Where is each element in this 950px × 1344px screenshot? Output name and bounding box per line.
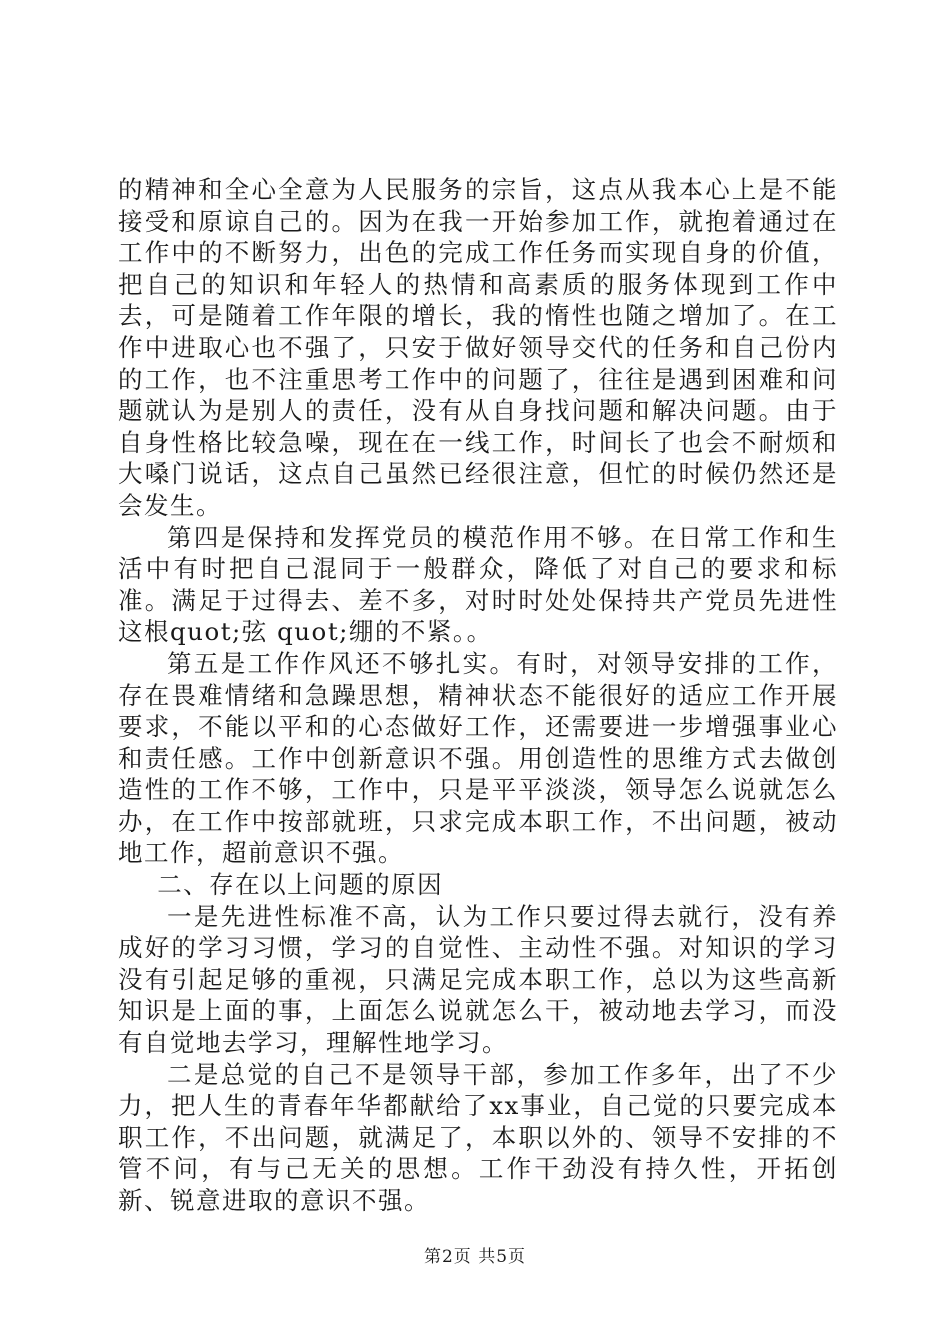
page-number-footer: 第2页 共5页 (423, 1247, 527, 1267)
paragraph-point-five: 第五是工作作风还不够扎实。有时，对领导安排的工作，存在畏难情绪和急躁思想，精神状态不能很好的适应工作开展要求，不能以平和的心态做好工作，还需要进一步增强事业心和责任感。工作中创新意识不强。用创造性的思维方式去做创造性的工作不够，工作中，只是平平淡淡，领导怎么说就怎么办，在工作中按部就班，只求完成本职工作，不出问题，被动地工作，超前意识不强。 (118, 648, 838, 868)
section-heading-causes: 二、存在以上问题的原因 (157, 870, 444, 900)
paragraph-cause-two: 二是总觉的自己不是领导干部，参加工作多年，出了不少力，把人生的青春年华都献给了xx事业，自己觉的只要完成本职工作，不出问题，就满足了，本职以外的、领导不安排的不管不问，有与己无关的思想。工作干劲没有持久性，开拓创新、锐意进取的意识不强。 (118, 1059, 838, 1215)
paragraph-cause-one: 一是先进性标准不高，认为工作只要过得去就行，没有养成好的学习习惯，学习的自觉性、主动性不强。对知识的学习没有引起足够的重视，只满足完成本职工作，总以为这些高新知识是上面的事，上面怎么说就怎么干，被动地去学习，而没有自觉地去学习，理解性地学习。 (118, 901, 838, 1058)
body-text (118, 174, 838, 1217)
paragraph-point-four: 第四是保持和发挥党员的模范作用不够。在日常工作和生活中有时把自己混同于一般群众，降低了对自己的要求和标准。满足于过得去、差不多，对时时处处保持共产党员先进性这根quot;弦 quot;绷的不紧。。 (118, 522, 838, 647)
paragraph-continuation: 的精神和全心全意为人民服务的宗旨，这点从我本心上是不能接受和原谅自己的。因为在我一开始参加工作，就抱着通过在工作中的不断努力，出色的完成工作任务而实现自身的价值，把自己的知识和年轻人的热情和高素质的服务体现到工作中去，可是随着工作年限的增长，我的惰性也随之增加了。在工作中进取心也不强了，只安于做好领导交代的任务和自己份内的工作，也不注重思考工作中的问题了，往往是遇到困难和问题就认为是别人的责任，没有从自身找问题和解决问题。由于自身性格比较急噪，现在在一线工作，时间长了也会不耐烦和大嗓门说话，这点自己虽然已经很注意，但忙的时候仍然还是会发生。 (118, 175, 838, 520)
